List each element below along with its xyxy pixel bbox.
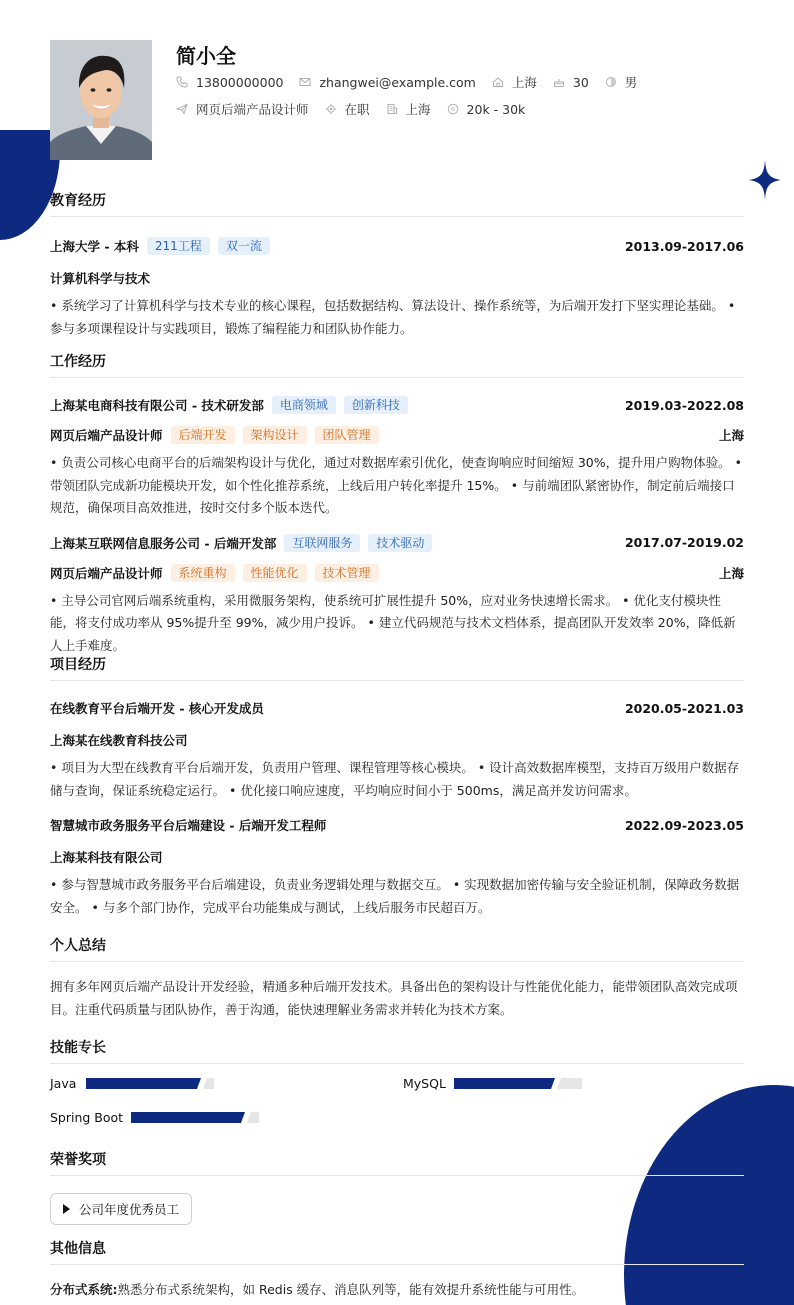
play-icon xyxy=(63,1204,70,1214)
gear-icon xyxy=(325,103,337,115)
skill-level-fill xyxy=(131,1112,246,1123)
honors-section xyxy=(50,1149,744,1225)
project-title: 智慧城市政务服务平台后端建设 - 后端开发工程师 xyxy=(50,818,327,833)
skill-name: MySQL xyxy=(403,1076,446,1091)
description: • 参与智慧城市政务服务平台后端建设，负责业务逻辑处理与数据交互。 • 实现数据加密传输与安全验证机制，保障政务数据安全。 • 与多个部门协作，完成平台功能集成与测试，上线后服务市民超百万。 xyxy=(50,877,740,915)
tag: 架构设计 xyxy=(243,426,307,444)
tag: 性能优化 xyxy=(243,564,307,582)
home-icon xyxy=(492,76,504,88)
other-section xyxy=(50,1238,744,1302)
section-title: 荣誉奖项 xyxy=(50,1149,744,1176)
description: • 项目为大型在线教育平台后端开发，负责用户管理、课程管理等核心模块。 • 设计高效数据库模型，支持百万级用户数据存储与查询，保证系统稳定运行。 • 优化接口响应速度，平均响应时间小于 500ms，满足高并发访问需求。 xyxy=(50,760,740,798)
work-entry xyxy=(50,396,744,520)
section-title: 工作经历 xyxy=(50,351,744,378)
skill-item xyxy=(403,1076,582,1091)
section-title: 个人总结 xyxy=(50,935,744,962)
description: • 系统学习了计算机科学与技术专业的核心课程，包括数据结构、算法设计、操作系统等，为后端开发打下坚实理论基础。 • 参与多项课程设计与实践项目，锻炼了编程能力和团队协作能力。 xyxy=(50,298,736,336)
education-entry-header xyxy=(50,237,744,255)
coin-icon xyxy=(447,103,459,115)
cake-icon xyxy=(553,76,565,88)
building-icon xyxy=(386,103,398,115)
skill-bar xyxy=(86,1078,214,1089)
phone-info: 13800000000 xyxy=(176,75,283,90)
location-info: 上海 xyxy=(492,73,537,91)
work-section xyxy=(50,351,744,657)
job-role: 网页后端产品设计师 xyxy=(50,565,163,581)
description: • 负责公司核心电商平台的后端架构设计与优化，通过对数据库索引优化，使查询响应时间缩短 30%，提升用户购物体验。 • 带领团队完成新功能模块开发，如个性化推荐系统，上线后用户转化率提升 15%。 • 与前端团队紧密协作，制定前后端接口规范，确保项目高效推进，按时交付多个版本迭代。 xyxy=(50,455,742,515)
status-info: 在职 xyxy=(325,100,370,118)
company-name: 上海某电商科技有限公司 - 技术研发部 xyxy=(50,398,264,413)
candidate-name: 简小全 xyxy=(176,44,236,68)
major: 计算机科学与技术 xyxy=(50,271,151,286)
avatar xyxy=(50,40,152,160)
section-title: 教育经历 xyxy=(50,190,744,217)
tag: 创新科技 xyxy=(344,396,408,414)
sparkle-icon xyxy=(749,160,781,200)
position-info: 网页后端产品设计师 xyxy=(176,100,309,118)
salary-info: 20k - 30k xyxy=(447,102,526,117)
other-item xyxy=(50,1279,744,1302)
skill-bar xyxy=(454,1078,582,1089)
profile-header xyxy=(50,40,750,160)
send-icon xyxy=(176,103,188,115)
project-entry xyxy=(50,699,744,802)
section-title: 技能专长 xyxy=(50,1037,744,1064)
date-range: 2013.09-2017.06 xyxy=(624,238,744,254)
tag: 双一流 xyxy=(218,237,270,255)
date-range: 2022.09-2023.05 xyxy=(624,817,744,833)
tag: 211工程 xyxy=(147,237,210,255)
contact-row xyxy=(176,73,653,91)
description: • 主导公司官网后端系统重构，采用微服务架构，使系统可扩展性提升 50%，应对业务快速增长需求。 • 优化支付模块性能，将支付成功率从 95%提升至 99%，减少用户投诉。 • 建立代码规范与技术文档体系，提高团队开发效率 20%，降低新人上手难度。 xyxy=(50,592,736,653)
award-toggle-button[interactable] xyxy=(50,1193,192,1225)
tag: 系统重构 xyxy=(171,564,235,582)
tag: 技术驱动 xyxy=(368,534,432,552)
skill-item xyxy=(50,1110,259,1125)
job-row xyxy=(176,100,541,118)
tag: 互联网服务 xyxy=(284,534,360,552)
skill-level-fill xyxy=(86,1078,201,1089)
tag: 技术管理 xyxy=(315,564,379,582)
skill-item xyxy=(50,1076,214,1091)
job-city: 上海 xyxy=(718,428,744,443)
date-range: 2020.05-2021.03 xyxy=(624,700,744,716)
other-text: 熟悉分布式系统架构，如 Redis 缓存、消息队列等，能有效提升系统性能与可用性。 xyxy=(117,1282,585,1297)
project-entry xyxy=(50,816,744,919)
project-org: 上海某科技有限公司 xyxy=(50,850,163,865)
skill-level-fill xyxy=(454,1078,556,1089)
section-title: 其他信息 xyxy=(50,1238,744,1265)
summary-text: 拥有多年网页后端产品设计开发经验，精通多种后端开发技术。具备出色的架构设计与性能优化能力，能带领团队高效完成项目。注重代码质量与团队协作，善于沟通，能快速理解业务需求并转化为技术方案。 xyxy=(50,979,738,1017)
school-name: 上海大学 - 本科 xyxy=(50,239,139,254)
gender-info: 男 xyxy=(605,73,638,91)
education-section xyxy=(50,190,744,340)
tag: 团队管理 xyxy=(315,426,379,444)
work-entry xyxy=(50,534,744,658)
projects-section xyxy=(50,654,744,919)
company-name: 上海某互联网信息服务公司 - 后端开发部 xyxy=(50,535,277,551)
date-range: 2017.07-2019.02 xyxy=(624,535,744,550)
work-city-info: 上海 xyxy=(386,100,431,118)
tag: 后端开发 xyxy=(171,426,235,444)
tag: 电商领域 xyxy=(272,396,336,414)
mail-icon xyxy=(299,76,311,88)
phone-icon xyxy=(176,76,188,88)
job-role: 网页后端产品设计师 xyxy=(50,428,163,443)
project-title: 在线教育平台后端开发 - 核心开发成员 xyxy=(50,701,264,716)
skills-section xyxy=(50,1037,744,1127)
section-title: 项目经历 xyxy=(50,654,744,681)
date-range: 2019.03-2022.08 xyxy=(624,397,744,413)
gender-icon xyxy=(605,76,617,88)
email-info: zhangwei@example.com xyxy=(299,75,475,90)
project-org: 上海某在线教育科技公司 xyxy=(50,733,188,748)
age-info: 30 xyxy=(553,75,589,90)
skill-name: Spring Boot xyxy=(50,1110,124,1125)
skill-bar xyxy=(131,1112,259,1123)
other-label: 分布式系统: xyxy=(50,1282,118,1297)
skill-name: Java xyxy=(50,1076,77,1091)
summary-section xyxy=(50,935,744,1021)
job-city: 上海 xyxy=(718,565,744,581)
award-label: 公司年度优秀员工 xyxy=(79,1202,180,1217)
